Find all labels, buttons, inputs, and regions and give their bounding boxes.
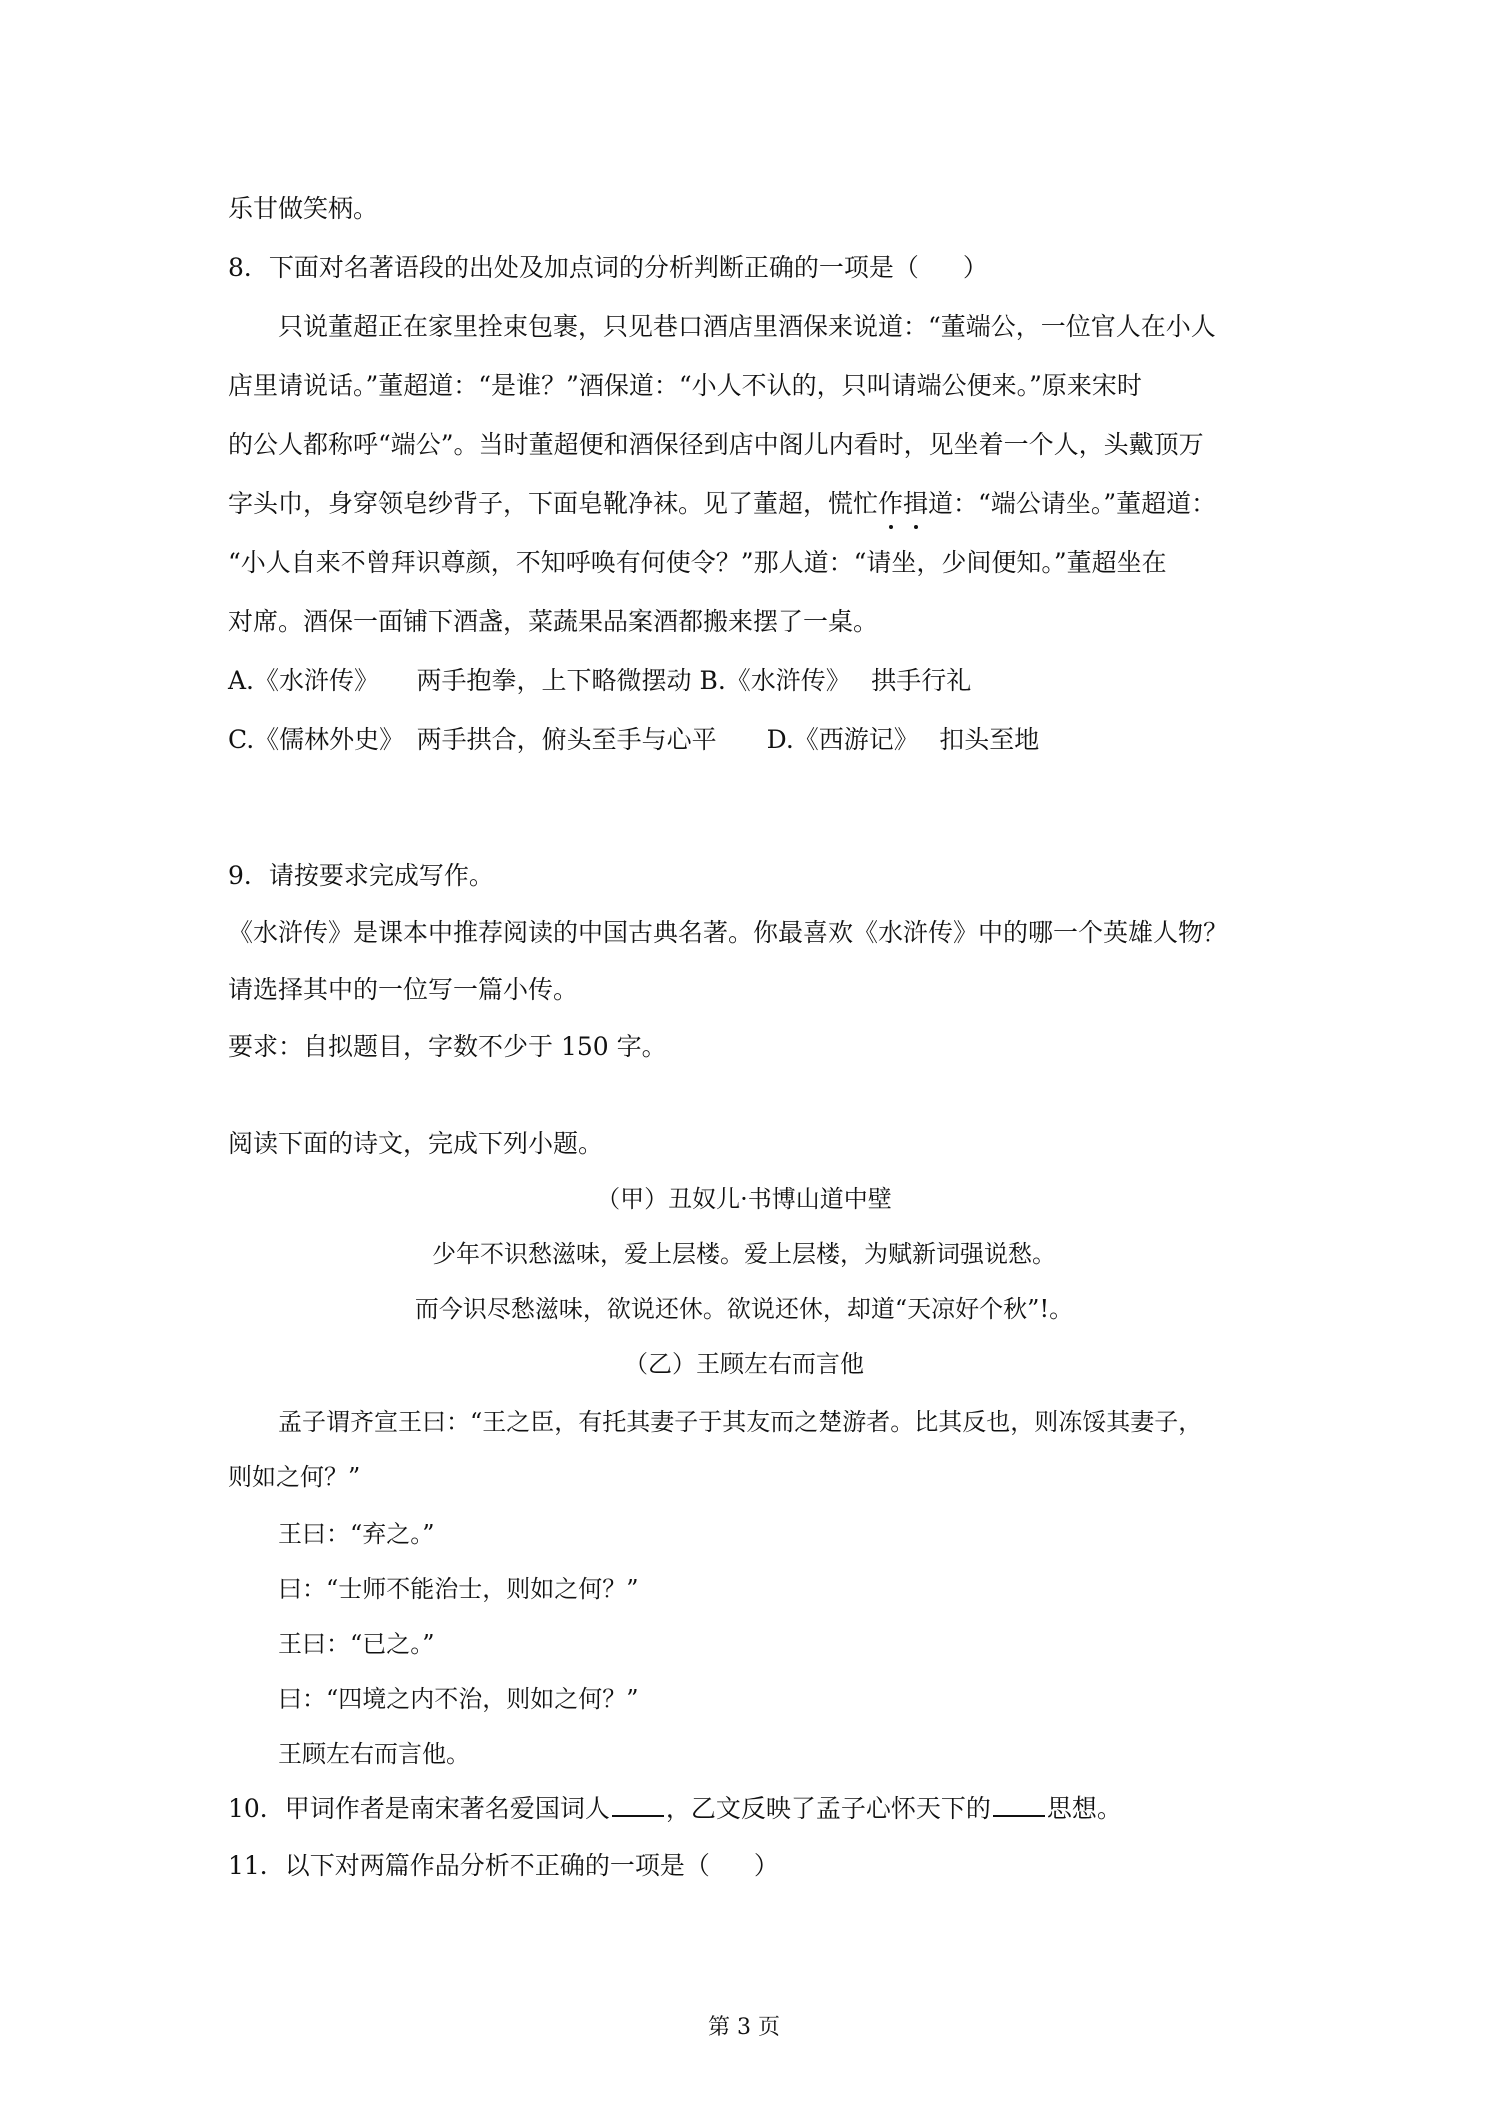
q8-options-ab: A.《水浒传》 两手抱拳，上下略微摆动 B.《水浒传》 拱手行礼 — [228, 666, 972, 695]
q9-line-2: 请选择其中的一位写一篇小传。 — [228, 975, 579, 1004]
q8-options-cd: C.《儒林外史》 两手拱合，俯头至手与心平 D.《西游记》 扣头至地 — [228, 725, 1040, 754]
q8-passage-line-4: 字头巾，身穿领皂纱背子，下面皂靴净袜。见了董超，慌忙作 揖 道：“端公请坐。”董超道： — [228, 488, 1216, 520]
q9-title: 9．请按要求完成写作。 — [228, 861, 494, 890]
text-yi-line-6: 曰：“四境之内不治，则如之何？” — [278, 1685, 639, 1713]
emphasis-dot-char: 作 — [878, 488, 903, 520]
q8-stem: 8．下面对名著语段的出处及加点词的分析判断正确的一项是（ ） — [228, 253, 988, 282]
text-yi-line-3: 王曰：“弃之。” — [278, 1520, 435, 1548]
q9-requirement: 要求：自拟题目，字数不少于 150 字。 — [228, 1032, 667, 1061]
q9-line-1: 《水浒传》是课本中推荐阅读的中国古典名著。你最喜欢《水浒传》中的哪一个英雄人物？ — [228, 918, 1229, 947]
text-yi-line-4: 曰：“士师不能治士，则如之何？” — [278, 1575, 639, 1603]
reading-intro: 阅读下面的诗文，完成下列小题。 — [228, 1129, 604, 1158]
q8-passage-line-6: 对席。酒保一面铺下酒盏，菜蔬果品案酒都搬来摆了一桌。 — [228, 607, 879, 636]
text-yi-title: （乙）王顾左右而言他 — [624, 1350, 864, 1378]
q8-passage-line-5: “小人自来不曾拜识尊颜，不知呼唤有何使令？”那人道：“请坐，少间便知。”董超坐在 — [228, 548, 1167, 577]
text-yi-line-5: 王曰：“已之。” — [278, 1630, 435, 1658]
page-number: 第 3 页 — [708, 2015, 780, 2040]
answer-blank[interactable] — [612, 1793, 664, 1817]
q8-passage-line-1: 只说董超正在家里拴束包裹，只见巷口酒店里酒保来说道：“董端公，一位官人在小人 — [278, 312, 1216, 341]
q11-stem: 11．以下对两篇作品分析不正确的一项是（ ） — [228, 1851, 779, 1880]
q8-passage-line-2: 店里请说话。”董超道：“是谁？”酒保道：“小人不认的，只叫请端公便来。”原来宋时 — [228, 371, 1142, 400]
continuation-text: 乐甘做笑柄。 — [228, 194, 379, 223]
emphasis-dot — [914, 525, 918, 529]
poem-jia-line-1: 少年不识愁滋味，爱上层楼。爱上层楼，为赋新词强说愁。 — [432, 1240, 1056, 1268]
emphasis-dot-char: 揖 — [903, 488, 928, 520]
text-yi-line-2: 则如之何？” — [228, 1463, 361, 1491]
emphasis-dot — [889, 525, 893, 529]
q10-stem: 10．甲词作者是南宋著名爱国词人 ，乙文反映了孟子心怀天下的 思想。 — [228, 1794, 1122, 1823]
q8-passage-line-3: 的公人都称呼“端公”。当时董超便和酒保径到店中阁儿内看时，见坐着一个人，头戴顶万 — [228, 430, 1204, 459]
text-yi-line-1: 孟子谓齐宣王曰：“王之臣，有托其妻子于其友而之楚游者。比其反也，则冻馁其妻子， — [278, 1408, 1203, 1436]
poem-jia-line-2: 而今识尽愁滋味，欲说还休。欲说还休，却道“天凉好个秋”!。 — [414, 1295, 1074, 1323]
poem-jia-title: （甲）丑奴儿·书博山道中壁 — [596, 1185, 892, 1213]
text-yi-line-7: 王顾左右而言他。 — [278, 1740, 470, 1768]
answer-blank[interactable] — [993, 1793, 1045, 1817]
